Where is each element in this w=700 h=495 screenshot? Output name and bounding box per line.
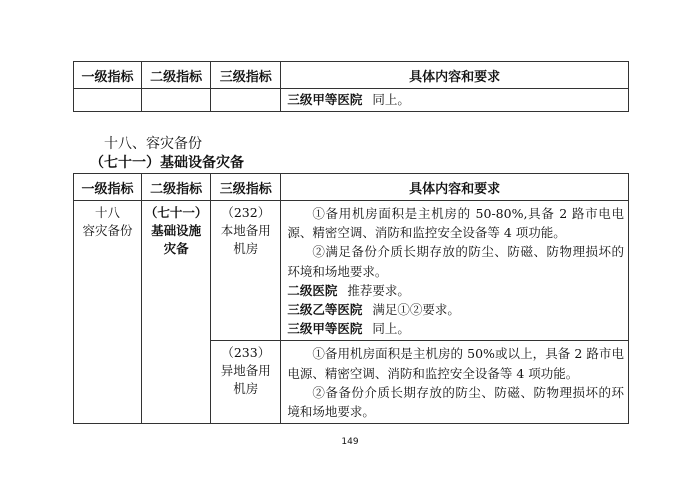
content-paragraph: ②满足备份介质长期存放的防尘、防磁、防物理损坏的环境和场地要求。 <box>287 244 624 279</box>
content-paragraph: ①备用机房面积是主机房的 50-80%,具备 2 路市电电源、精密空调、消防和监控安全设备等 4 项功能。 <box>287 206 624 241</box>
top-table-header-row <box>74 62 629 89</box>
level1-line: 容灾备份 <box>82 223 133 238</box>
level3-line: （232） <box>221 205 271 220</box>
level-tag: 二级医院 <box>287 282 338 298</box>
header-level1: 一级指标 <box>74 62 142 89</box>
level2-line: （七十一） <box>144 205 208 220</box>
main-table-header-row <box>74 174 629 201</box>
level-requirement <box>287 319 624 338</box>
level-requirement <box>287 300 624 319</box>
level1-line: 十八 <box>95 205 121 220</box>
content-cell <box>281 201 629 341</box>
level-tag: 三级甲等医院 <box>287 321 363 337</box>
level2-cell <box>142 201 211 424</box>
level2-line: 基础设施 <box>151 223 202 238</box>
level-tag: 三级甲等医院 <box>287 92 363 107</box>
level3-line: 异地备用 <box>220 363 271 379</box>
level3-line: 机房 <box>233 381 259 397</box>
content-paragraph: ①备用机房面积是主机房的 50%或以上，具备 2 路市电电源、精密空调、消防和监控安全设备等 4 项功能。 <box>287 346 624 381</box>
section-title: 十八、容灾备份 <box>104 136 202 152</box>
level-text: 同上。 <box>372 92 410 107</box>
empty-cell <box>142 89 211 112</box>
content-cell <box>281 89 629 112</box>
level-text: 同上。 <box>372 321 410 337</box>
header-level1: 一级指标 <box>74 174 142 201</box>
level3-cell <box>211 201 281 341</box>
level-requirement <box>287 281 624 300</box>
level-text: 推荐要求。 <box>347 282 410 298</box>
top-table-row <box>74 89 629 112</box>
header-level3: 三级指标 <box>211 174 281 201</box>
empty-cell <box>74 89 142 112</box>
page-number: 149 <box>341 437 359 447</box>
level3-line: 本地备用 <box>220 223 271 238</box>
level3-cell <box>211 341 281 424</box>
top-table <box>73 61 629 112</box>
header-content: 具体内容和要求 <box>281 174 629 201</box>
level3-line: 机房 <box>233 241 259 256</box>
header-content: 具体内容和要求 <box>281 62 629 89</box>
header-level2: 二级指标 <box>142 62 211 89</box>
empty-cell <box>211 89 281 112</box>
content-paragraph: ②备备份介质长期存放的防尘、防磁、防物理损坏的环境和场地要求。 <box>287 384 624 420</box>
main-table <box>73 173 629 424</box>
subsection-title: （七十一）基础设备灾备 <box>90 155 244 171</box>
table-row <box>74 201 629 341</box>
header-level2: 二级指标 <box>142 174 211 201</box>
level3-line: （233） <box>221 345 271 361</box>
header-level3: 三级指标 <box>211 62 281 89</box>
level-tag: 三级乙等医院 <box>287 302 363 318</box>
content-cell <box>281 341 629 424</box>
level1-cell <box>74 201 142 424</box>
level-text: 满足①②要求。 <box>372 302 460 318</box>
level2-line: 灾备 <box>163 241 189 256</box>
